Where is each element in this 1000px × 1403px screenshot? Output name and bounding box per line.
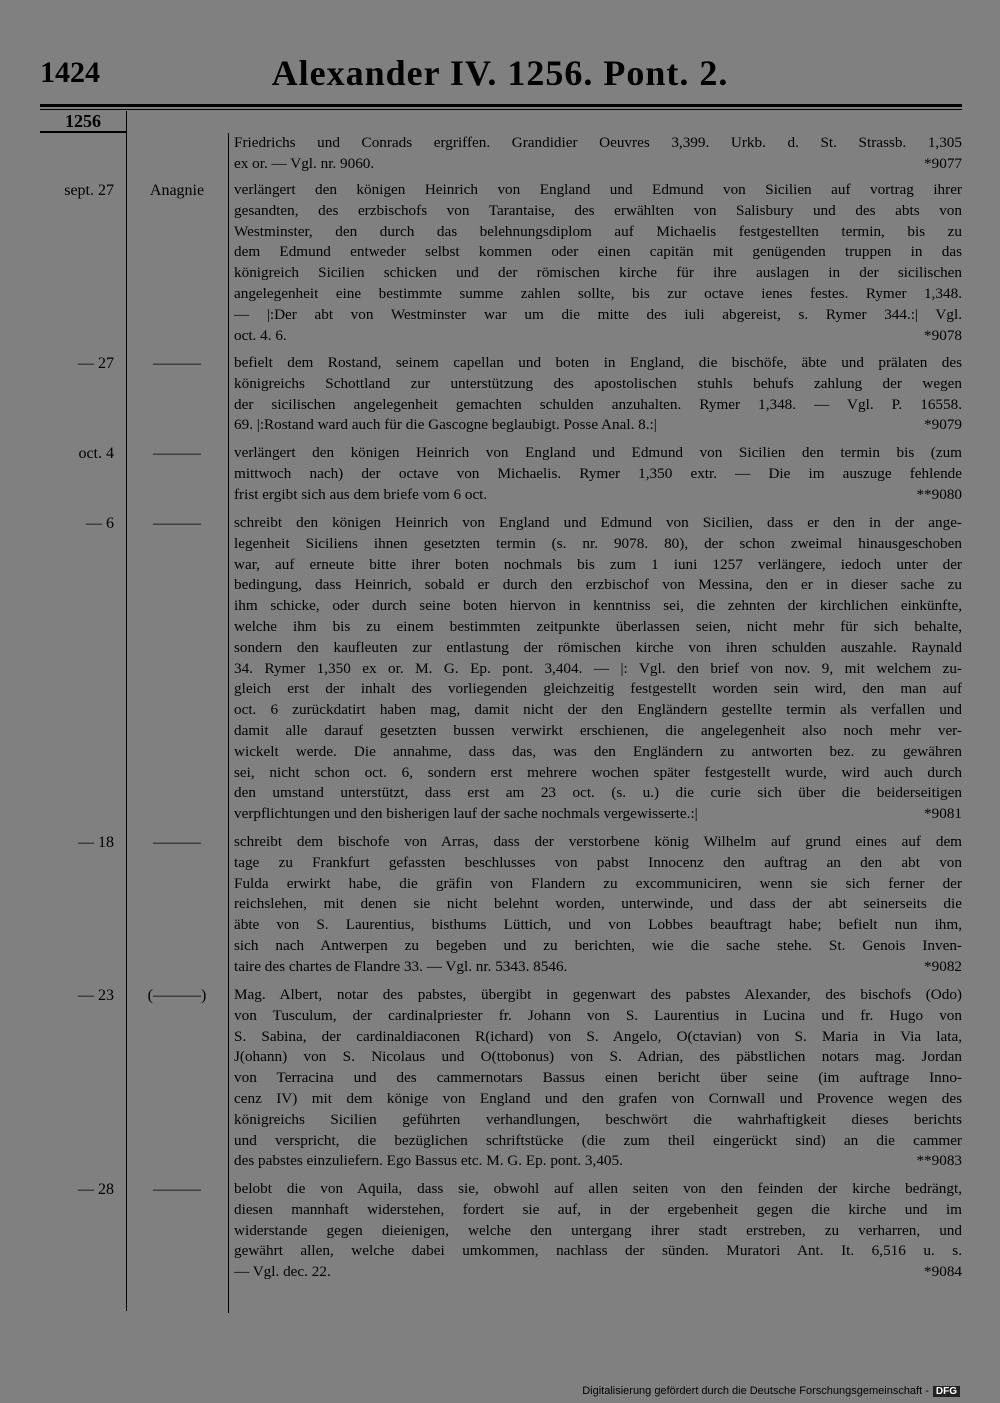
entry-line: cenz IV) mit dem könige von England und den grafen von Cornwall und Provence wegen des	[234, 1089, 962, 1107]
column-divider-date	[126, 111, 127, 1311]
entry-line: schreibt dem bischofe von Arras, dass der verstorbene könig Wilhelm auf grund eines auf dem	[234, 833, 962, 850]
year-underline	[40, 131, 126, 133]
entry-line: von Tusculum, der cardinalpriester fr. Johann von S. Laurentius in Lucina und fr. Hugo von	[234, 1006, 962, 1024]
entry-text	[234, 180, 962, 346]
entry-line: wickelt werde. Die annahme, dass das, was den Engländern zu antworten bez. zu gewähren	[234, 742, 962, 760]
entry-line: diesen mannhaft widerstehen, fordert sie auf, in der ergebenheit gegen die kirche und im	[234, 1200, 962, 1218]
entry-text	[234, 443, 962, 505]
entry-place: ———	[153, 1181, 201, 1198]
entry-date: oct. 4	[78, 445, 114, 462]
entry-date: — 18	[78, 834, 114, 851]
page-number: 1424	[40, 56, 100, 89]
entry-text	[234, 1179, 962, 1283]
entry-line: — |:Der abt von Westminster war um die mitte des iuli abgereist, s. Rymer 344.:| Vgl.	[234, 305, 962, 323]
entry-line: Friedrichs und Conrads ergriffen. Grandidier Oeuvres 3,399. Urkb. d. St. Strassb. 1,305	[234, 134, 962, 151]
entry-line: welche ihm bis zu einem bestimmten zeitpunkte überlassen seien, nicht mehr für sich behalte,	[234, 617, 962, 635]
entry-text	[234, 985, 962, 1172]
entry-line: von Terracina und des cammernotars Bassus einen bericht über seine (im auftrage Inno-	[234, 1069, 962, 1087]
entry-line: mittwoch nach) der octave von Michaelis. Rymer 1,350 extr. — Die im auszuge fehlende	[234, 464, 962, 482]
entry-place: ———	[153, 515, 201, 532]
entry-date: — 6	[86, 515, 114, 532]
entry-line: sich nach Antwerpen zu begeben und zu berichten, wie die sache stehe. St. Genois Inven-	[234, 936, 962, 954]
entry-line: befielt dem Rostand, seinem capellan und boten in England, die bischöfe, äbte und prälaten des	[234, 354, 962, 371]
entry-line: verpflichtungen und den bisherigen lauf der sache nochmals vergewisserte.:| *9081	[234, 804, 962, 825]
entry-place: ———	[153, 834, 201, 851]
entry-line: des pabstes einzuliefern. Ego Bassus etc. M. G. Ep. pont. 3,405. **9083	[234, 1151, 962, 1172]
entry-line: oct. 4. 6. *9078	[234, 326, 962, 347]
entry-line: ex or. — Vgl. nr. 9060. *9077	[234, 154, 962, 175]
entry-line: sondern den kaufleuten zur entlastung der römischen kirche von ihren schulden auszahle. Raynald	[234, 638, 962, 656]
entry-line: oct. 6 zurückdatirt haben mag, damit nicht der den Engländern gestellte termin als verfallen und	[234, 701, 962, 719]
entry-line: 69. |:Rostand ward auch für die Gascogne beglaubigt. Posse Anal. 8.:| *9079	[234, 415, 962, 436]
entry-line: angelegenheit eine bestimmte summe zahlen sollte, bis zur octave ienes festes. Rymer 1,348.	[234, 284, 962, 302]
entry-line: gleich erst der inhalt des vorliegenden gleichzeitig festgestellt worden sein wird, den man auf	[234, 680, 962, 698]
dfg-logo: DFG	[933, 1386, 960, 1397]
entry-number: **9083	[916, 1152, 962, 1170]
entry-line: tage zu Frankfurt gefassten beschlusses von pabst Innocenz den auftrag an den abt von	[234, 853, 962, 871]
entry-line: gewährt allen, welche dabei umkommen, nachlass der sünden. Muratori Ant. It. 6,516 u. s.	[234, 1242, 962, 1260]
entry-line: legenheit Siciliens ihnen gesetzten termin (s. nr. 9078. 80), der schon zweimal hinausgeschoben	[234, 534, 962, 552]
entry-number: *9077	[924, 154, 962, 172]
entry-place: ———	[153, 355, 201, 372]
entry-text	[234, 513, 962, 825]
entry-number: *9084	[924, 1263, 962, 1281]
entry-line: belobt die von Aquila, dass sie, obwohl auf allen seiten von den feinden der kirche bedrängt,	[234, 1180, 962, 1197]
entry-line: J(ohann) von S. Nicolaus und O(ttobonus) von S. Adrian, des päbstlichen notars mag. Jordan	[234, 1048, 962, 1066]
entry-line: S. Sabina, der cardinaldiaconen R(ichard) von S. Angelo, O(ctavian) von S. Maria in Via lata,	[234, 1027, 962, 1045]
entry-date: sept. 27	[64, 182, 114, 199]
entry-text	[234, 133, 962, 175]
entry-place: Anagnie	[149, 182, 205, 199]
entry-line: ihm schicke, oder durch seine boten hiervon in kenntniss sei, die zehnten der kirchlichen einkünfte,	[234, 597, 962, 615]
entry-date: — 28	[78, 1181, 114, 1198]
entry-line: damit alle darauf gesetzten bussen verwirkt erschienen, die angelegenheit also noch mehr ver-	[234, 721, 962, 739]
entry-text	[234, 353, 962, 436]
entry-line: — Vgl. dec. 22. *9084	[234, 1262, 962, 1283]
header-rule-thin	[40, 109, 962, 110]
entry-line: königreichs Schottland zur unterstützung des apostolischen stuhls behufs zahlung der wegen	[234, 374, 962, 392]
entry-line: 34. Rymer 1,350 ex or. M. G. Ep. pont. 3,404. — |: Vgl. den brief von nov. 9, mit welchem zu-	[234, 659, 962, 677]
footer-text: Digitalisierung gefördert durch die Deutsche Forschungsgemeinschaft -	[582, 1385, 929, 1397]
entry-line: königreich Sicilien schicken und der römischen kirche für ihre auslagen in der sicilischen	[234, 264, 962, 282]
year-label: 1256	[65, 111, 101, 131]
entry-line: frist ergibt sich aus dem briefe vom 6 oct. **9080	[234, 485, 962, 506]
entry-number: *9082	[924, 957, 962, 975]
entry-date: — 23	[78, 987, 114, 1004]
entry-line: dem Edmund entweder selbst kommen oder einen capitän mit genügenden truppen in das	[234, 243, 962, 261]
entry-number: **9080	[916, 485, 962, 503]
entry-line: äbte von S. Laurentius, bisthums Lüttich, und von Lobbes beauftragt habe; befielt nun ihm,	[234, 916, 962, 934]
entry-line: den umstand unterstützt, dass erst am 23 oct. (s. u.) die curie sich über die beiderseitigen	[234, 784, 962, 802]
entry-date: — 27	[78, 355, 114, 372]
entry-line: schreibt den königen Heinrich von England und Edmund von Sicilien, dass er den in der ange-	[234, 514, 962, 531]
entry-number: *9081	[924, 805, 962, 823]
entry-line: Mag. Albert, notar des pabstes, übergibt in gegenwart des pabstes Alexander, des bischofs (Odo)	[234, 986, 962, 1003]
entry-line: königreichs Sicilien geführten verhandlungen, beschwört die wahrhaftigkeit dieses berichts	[234, 1110, 962, 1128]
entry-line: bedingung, dass Heinrich, sobald er durch den erzbischof von Messina, den er in dieser sache zu	[234, 576, 962, 594]
entry-line: widerstande gegen dieienigen, welche den untergang ihrer stadt erstreben, zu verharren, und	[234, 1221, 962, 1239]
entry-line: reichslehen, mit denen sie nicht belehnt worden, unterwinde, und dass der abt seinerseits die	[234, 895, 962, 913]
entry-line: sei, nicht schon oct. 6, sondern erst mehrere wochen später festgestellt wurde, wird auch durch	[234, 763, 962, 781]
entry-number: *9079	[924, 416, 962, 434]
entry-line: Fulda erwirkt habe, die gräfin von Flandern zu excommuniciren, wenn sie sich ferner der	[234, 874, 962, 892]
header-rule	[40, 104, 962, 107]
entry-line: und verspricht, die bezüglichen schriftstücke (die zum theil eingerückt sind) an die cammer	[234, 1131, 962, 1149]
entry-line: verlängert den königen Heinrich von England und Edmund von Sicilien auf vortrag ihrer	[234, 181, 962, 198]
entry-line: taire des chartes de Flandre 33. — Vgl. nr. 5343. 8546. *9082	[234, 957, 962, 978]
entry-line: der sicilischen angelegenheit gemachten schulden anzuhalten. Rymer 1,348. — Vgl. P. 16558.	[234, 395, 962, 413]
entry-line: Westminster, den durch das belehnungsdiplom auf Michaelis festgestellten termin, bis zu	[234, 222, 962, 240]
entry-place: ———	[153, 445, 201, 462]
running-title: Alexander IV. 1256. Pont. 2.	[271, 53, 729, 93]
entry-text	[234, 832, 962, 978]
entry-line: gesandten, des erzbischofs von Tarantaise, des erwählten von Salisbury und des abts von	[234, 201, 962, 219]
entry-line: verlängert den königen Heinrich von England und Edmund von Sicilien den termin bis (zum	[234, 444, 962, 461]
entry-number: *9078	[924, 326, 962, 344]
entry-line: war, auf erneute bitte ihrer boten nochmals bis zum 1 iuni 1257 verlängere, iedoch unter der	[234, 555, 962, 573]
column-divider-place	[228, 133, 229, 1313]
footer-credit	[582, 1385, 960, 1397]
entry-place: (———)	[147, 987, 207, 1004]
